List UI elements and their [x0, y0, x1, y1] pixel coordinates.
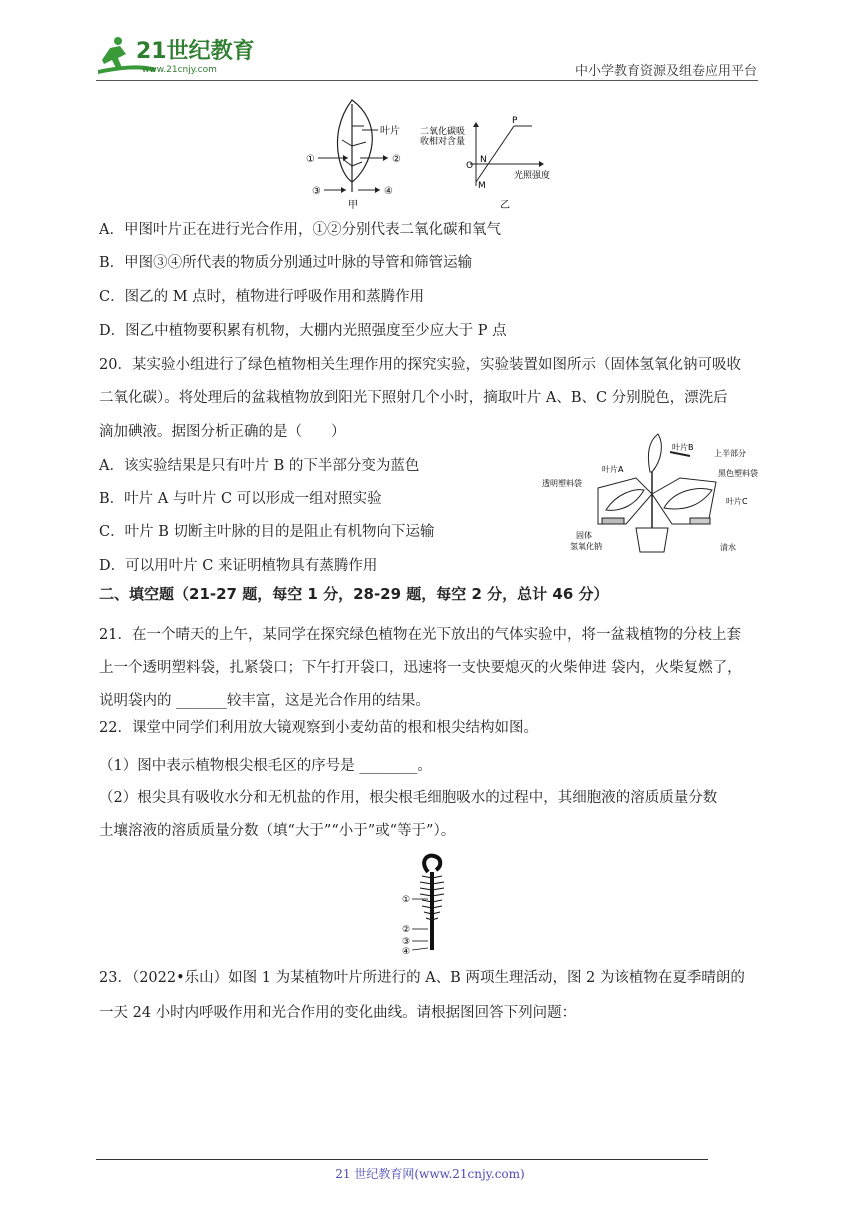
q22-stem: 22．课堂中同学们利用放大镜观察到小麦幼苗的根和根尖结构如图。 — [99, 720, 538, 736]
logo-url: www.21cnjy.com — [142, 65, 217, 75]
q20-stem-2: 二氧化碳）。将处理后的盆栽植物放到阳光下照射几个小时，摘取叶片 A、B、C 分别脱色，漂洗后 — [99, 390, 728, 406]
leaf-a-label: 叶片A — [602, 465, 624, 474]
q22-sub-1: （1）图中表示植物根尖根毛区的序号是 ________。 — [99, 758, 432, 774]
q21-line-3: 说明袋内的 _______较丰富，这是光合作用的结果。 — [99, 693, 430, 709]
q19-option-d: D．图乙中植物要积累有机物，大棚内光照强度至少应大于 P 点 — [99, 323, 507, 339]
leaf-b-label: 叶片B — [672, 443, 694, 452]
point-n: N — [480, 155, 487, 165]
q23-line-1: 23．（2022•乐山）如图 1 为某植物叶片所进行的 A、B 两项生理活动，图 2 为该植物在夏季晴朗的 — [99, 970, 745, 986]
clear-bag-label: 透明塑料袋 — [542, 479, 582, 488]
logo-text: 21世纪教育 — [136, 39, 255, 64]
graph-ylabel-2: 收相对含量 — [420, 137, 466, 147]
black-bag-label: 黑色塑料袋 — [718, 469, 758, 478]
root-zone-2-label: ② — [402, 925, 411, 935]
site-logo — [96, 34, 266, 78]
q19-option-c: C．图乙的 M 点时，植物进行呼吸作用和蒸腾作用 — [99, 289, 425, 305]
q20-option-c: C．叶片 B 切断主叶脉的目的是阻止有机物向下运输 — [99, 524, 435, 540]
leaf-diagram-jia — [306, 100, 401, 211]
q20-option-b: B．叶片 A 与叶片 C 可以形成一组对照实验 — [99, 491, 382, 507]
leaf-and-graph-figure — [300, 96, 570, 212]
q20-option-d: D．可以用叶片 C 来证明植物具有蒸腾作用 — [99, 558, 378, 574]
platform-name: 中小学教育资源及组卷应用平台 — [574, 64, 757, 79]
arrow-4-label: ④ — [384, 186, 393, 197]
upper-part-label: 上半部分 — [714, 449, 746, 458]
graph-ylabel-1: 二氧化碳吸 — [420, 127, 466, 137]
arrow-2-label: ② — [392, 154, 401, 165]
leaf-label: 叶片 — [380, 126, 400, 137]
root-zone-4-label: ④ — [402, 947, 411, 957]
q20-option-a: A．该实验结果是只有叶片 B 的下半部分变为蓝色 — [99, 458, 420, 474]
leaf-c-label: 叶片C — [726, 497, 748, 506]
footer-divider — [96, 1159, 708, 1160]
figure-jia-label: 甲 — [348, 200, 358, 211]
arrow-3-label: ③ — [312, 186, 321, 197]
co2-light-graph-yi — [420, 116, 550, 211]
q23-line-2: 一天 24 小时内呼吸作用和光合作用的变化曲线。请根据图回答下列问题： — [99, 1005, 577, 1021]
footer-text: 21 世纪教育网(www.21cnjy.com) — [335, 1167, 525, 1181]
plant-experiment-figure — [540, 432, 762, 558]
section-2-heading: 二、填空题（21-27 题，每空 1 分，28-29 题，每空 2 分，总计 46 分） — [99, 585, 609, 603]
q21-line-2: 上一个透明塑料袋，扎紧袋口；下午打开袋口，迅速将一支快要熄灭的火柴伸进 袋内，火柴复燃了， — [99, 660, 742, 676]
q19-option-a: A．甲图叶片正在进行光合作用，①②分别代表二氧化碳和氧气 — [99, 222, 501, 238]
q20-stem-3: 滴加碘液。据图分析正确的是（ ） — [99, 424, 346, 440]
point-p: P — [512, 116, 518, 126]
naoh-label-2: 氢氧化钠 — [570, 542, 602, 551]
point-m: M — [478, 181, 486, 191]
root-zone-1-label: ① — [402, 895, 411, 905]
q22-sub-2-cont: 土壤溶液的溶质质量分数（填“大于”“小于”或“等于”）。 — [99, 823, 456, 839]
graph-xlabel: 光照强度 — [514, 171, 551, 181]
q19-option-b: B．甲图③④所代表的物质分别通过叶脉的导管和筛管运输 — [99, 255, 473, 271]
header-divider — [96, 80, 758, 81]
naoh-label-1: 固体 — [576, 531, 592, 540]
point-o: O — [466, 161, 474, 171]
figure-yi-label: 乙 — [500, 200, 510, 211]
water-label: 清水 — [720, 543, 736, 552]
q22-sub-2: （2）根尖具有吸收水分和无机盐的作用，根尖根毛细胞吸水的过程中，其细胞液的溶质质量分数 — [99, 790, 718, 806]
root-zone-3-label: ③ — [402, 937, 411, 947]
root-tip-figure — [398, 852, 464, 958]
arrow-1-label: ① — [306, 154, 315, 165]
q20-stem-1: 20．某实验小组进行了绿色植物相关生理作用的探究实验，实验装置如图所示（固体氢氧化钠可吸收 — [99, 357, 741, 373]
q21-line-1: 21．在一个晴天的上午，某同学在探究绿色植物在光下放出的气体实验中，将一盆栽植物的分枝上套 — [99, 627, 741, 643]
